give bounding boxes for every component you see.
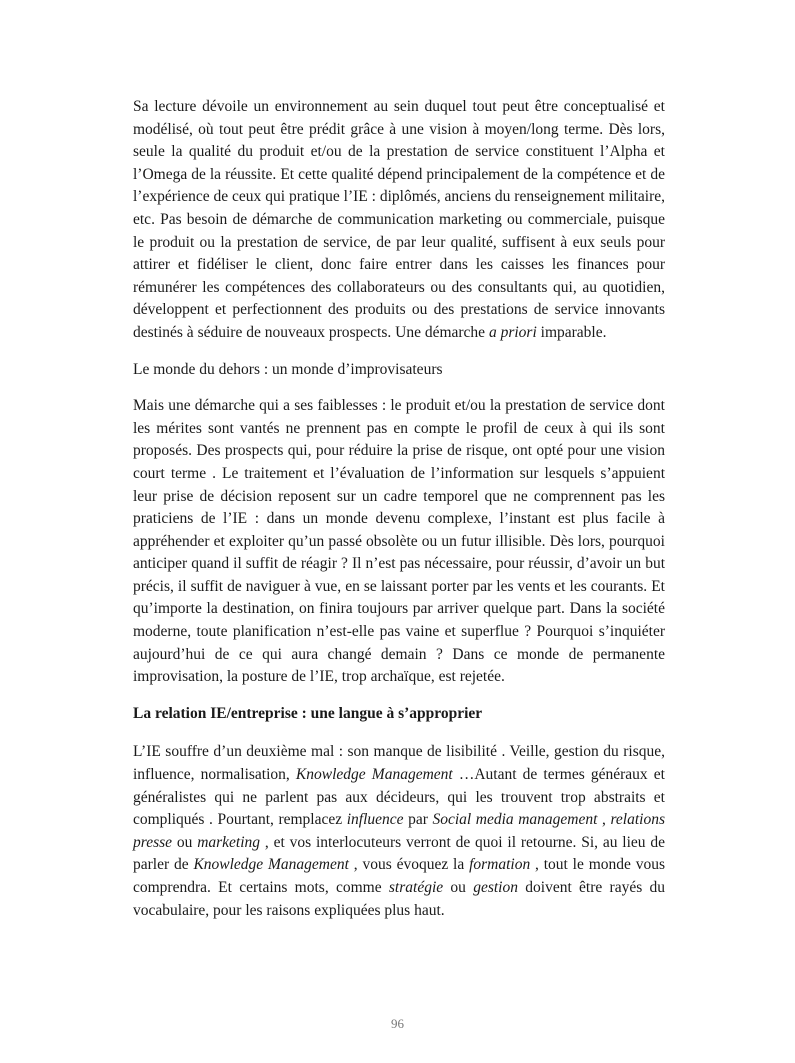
text-run: , tout le monde vous comprendra. Et certains mots, comme <box>133 856 665 896</box>
paragraph-improvisation: Mais une démarche qui a ses faiblesses : le produit et/ou la prestation de service dont les mérites sont vantés ne prennent pas en compte le profil de ceux à qui ils sont proposés. Des prospects qui, pour réduire la prise de risque, ont opté pour une vision court terme . Le traitement et l’évaluation de l’information sur lesquels s’appuient leur prise de décision reposent sur un cadre temporel que ne comprennent pas les praticiens de l’IE : dans un monde devenu complexe, l’instant est plus facile à appréhender et exploiter qu’un passé obsolète ou un futur illisible. Dès lors, pourquoi anticiper quand il suffit de réagir ? Il n’est pas nécessaire, pour réussir, d’avoir un but précis, il suffit de naviguer à vue, en se laissant porter par les vents et les courants. Et qu’importe la destination, on finira toujours par arriver quelque part. Dans la société moderne, toute planification n’est-elle pas vaine et superflue ? Pourquoi s’inquiéter aujourd’hui de ce qui aura changé demain ? Dans ce monde de permanente improvisation, la posture de l’IE, trop archaïque, est rejetée. <box>133 397 665 686</box>
text-run: ou <box>443 879 474 896</box>
emphasis-social-media: Social media management <box>432 811 598 829</box>
page-number: 96 <box>391 1016 404 1031</box>
emphasis-strategie: stratégie <box>388 879 444 896</box>
paragraph-intro <box>133 96 665 345</box>
text-run: L’IE souffre d’un deuxième mal : son manque de lisibilité . Veille, gestion du risque, influence, normalisation, <box>133 743 665 784</box>
emphasis-knowledge-management: Knowledge Management <box>295 766 453 784</box>
emphasis-a-priori: a priori <box>488 323 537 341</box>
text-run: , et vos interlocuteurs verront de quoi il retourne. Si, au lieu de parler de <box>133 833 665 874</box>
emphasis-marketing: marketing <box>197 833 261 851</box>
emphasis-formation: formation <box>469 856 531 874</box>
paragraph-lisibility <box>133 741 665 922</box>
section-title: La relation IE/entreprise : une langue à s’approprier <box>133 704 483 722</box>
emphasis-knowledge-management-2: Knowledge Management <box>193 856 349 874</box>
paragraph-intro-text: Sa lecture dévoile un environnement au sein duquel tout peut être conceptualisé et modélisé, où tout peut être prédit grâce à une vision à moyen/long terme. Dès lors, seule la qualité du produit et/ou de la prestation de service constituent l’Alpha et l’Omega de la réussite. Et cette qualité dépend principalement de la compétence et de l’expérience de ceux qui pratique l’IE : diplômés, anciens du renseignement militaire, etc. Pas besoin de démarche de communication marketing ou commerciale, puisque le produit ou la prestation de service, de par leur qualité, suffisent à eux seuls pour attirer et fidéliser le client, donc faire entrer dans les caisses les finances pour rémunérer les compétences des collaborateurs ou des consultants qui, au quotidien, développent et perfectionnent des produits ou des prestations de service innovants destinés à séduire de nouveaux prospects. Une démarche <box>133 98 665 341</box>
text-run: …Autant de termes généraux et généralistes qui ne parlent pas aux décideurs, qui les trouvent trop abstraits et compliqués . Pourtant, remplacez <box>133 766 665 829</box>
text-run: par <box>403 811 433 829</box>
text-run: , <box>597 811 611 829</box>
emphasis-relations-presse: relations presse <box>133 811 665 851</box>
text-run: doivent être rayés du vocabulaire, pour les raisons expliquées plus haut. <box>133 879 666 919</box>
emphasis-gestion: gestion <box>473 879 518 896</box>
paragraph-intro-end: imparable. <box>536 323 607 341</box>
emphasis-influence: influence <box>346 811 404 829</box>
page-content <box>133 96 665 936</box>
text-run: ou <box>172 833 198 851</box>
text-run: , vous évoquez la <box>348 856 470 874</box>
subheading: Le monde du dehors : un monde d’improvisateurs <box>133 360 443 378</box>
